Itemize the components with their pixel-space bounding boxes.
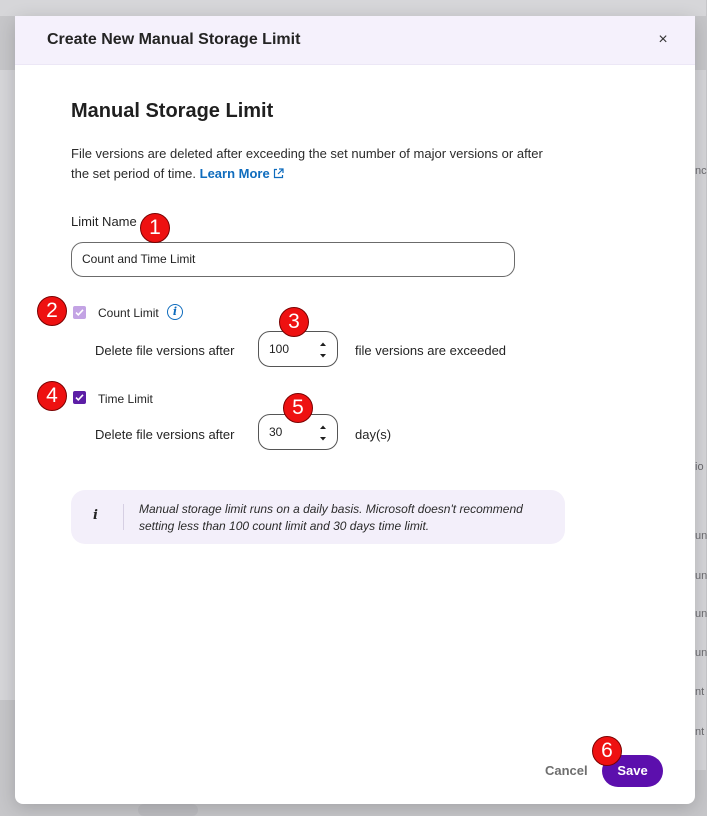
time-limit-prefix: Delete file versions after: [95, 427, 235, 442]
checkmark-icon: [75, 393, 84, 402]
dialog-header: [15, 16, 695, 65]
time-limit-label: Time Limit: [98, 392, 153, 406]
info-message-text: Manual storage limit runs on a daily basis. Microsoft doesn't recommend setting less than 100 count limit and 30 days time limit.: [139, 502, 523, 533]
checkmark-icon: [75, 308, 84, 317]
info-icon: i: [93, 508, 98, 523]
annotation-marker: 5: [283, 393, 313, 423]
storage-limit-dialog: [15, 16, 695, 804]
backdrop-text: un: [695, 570, 707, 582]
count-limit-label: Count Limit: [98, 306, 159, 320]
annotation-marker: 3: [279, 307, 309, 337]
time-limit-value: 30: [269, 425, 283, 439]
count-limit-checkbox[interactable]: [73, 306, 86, 319]
backdrop-text: un: [695, 608, 707, 620]
learn-more-label: Learn More: [199, 166, 270, 181]
divider: [123, 504, 124, 530]
backdrop-strip: [0, 0, 706, 16]
backdrop-button: [138, 804, 198, 816]
info-icon[interactable]: i: [167, 304, 183, 320]
save-button[interactable]: Save: [602, 755, 663, 787]
annotation-marker: 6: [592, 736, 622, 766]
arrow-up-icon[interactable]: [317, 339, 329, 349]
backdrop-text: un: [695, 530, 707, 542]
backdrop-panel: [0, 70, 15, 700]
section-heading: Manual Storage Limit: [71, 100, 274, 122]
backdrop-text: nt: [695, 686, 705, 698]
annotation-marker: 1: [140, 213, 170, 243]
close-icon: ×: [658, 31, 668, 48]
count-limit-value: 100: [269, 342, 290, 356]
count-limit-prefix: Delete file versions after: [95, 343, 235, 358]
learn-more-link[interactable]: [200, 166, 284, 181]
annotation-marker: 4: [37, 381, 67, 411]
arrow-down-icon[interactable]: [317, 351, 329, 361]
dialog-title: Create New Manual Storage Limit: [47, 31, 301, 48]
backdrop-text: io: [695, 461, 704, 473]
time-limit-suffix: day(s): [355, 427, 392, 442]
description: [71, 144, 561, 184]
arrow-down-icon[interactable]: [317, 434, 329, 444]
limit-name-input[interactable]: Count and Time Limit: [71, 242, 515, 277]
external-link-icon: [273, 168, 284, 179]
description-text: File versions are deleted after exceeding the set number of major versions or after the set period of time.: [71, 146, 543, 181]
backdrop-text: nc: [695, 165, 707, 177]
time-limit-checkbox[interactable]: [73, 391, 86, 404]
limit-name-label: Limit Name: [71, 214, 137, 229]
cancel-button[interactable]: Cancel: [545, 763, 588, 778]
backdrop-text: nt: [695, 726, 705, 738]
backdrop-text: un: [695, 647, 707, 659]
arrow-up-icon[interactable]: [317, 422, 329, 432]
annotation-marker: 2: [37, 296, 67, 326]
close-button[interactable]: [653, 30, 673, 50]
count-limit-suffix: file versions are exceeded: [355, 343, 507, 358]
info-message-box: [71, 490, 565, 544]
